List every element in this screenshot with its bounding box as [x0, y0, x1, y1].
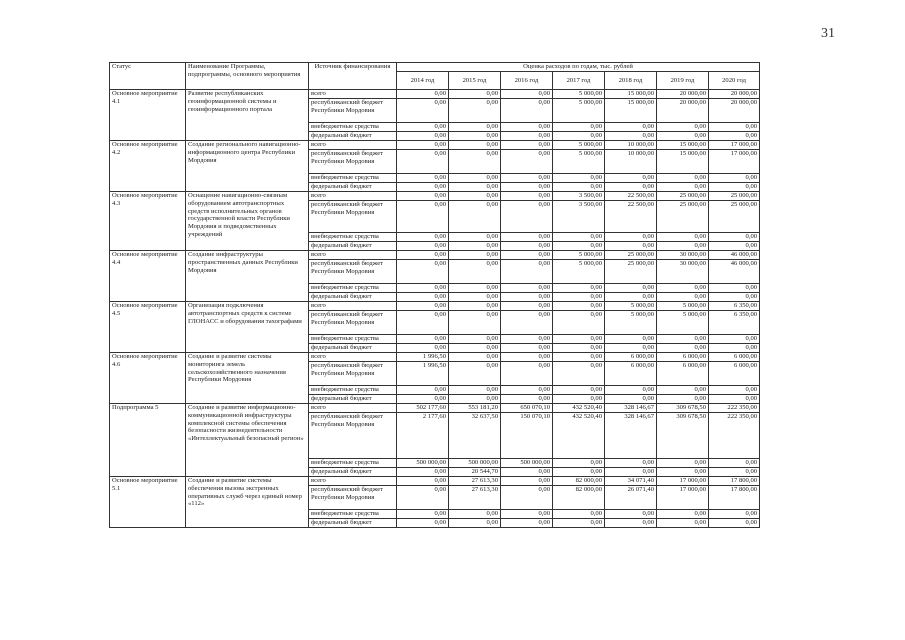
amount-cell: 10 000,00: [605, 141, 657, 150]
header-source: Источник финансирования: [309, 63, 397, 90]
amount-cell: 15 000,00: [657, 141, 709, 150]
amount-cell: 0,00: [449, 201, 501, 233]
amount-cell: 0,00: [397, 486, 449, 510]
amount-cell: 0,00: [501, 293, 553, 302]
program-name-cell: Развитие республиканских геоинформационной системы и геоинформационного портала: [186, 90, 309, 141]
amount-cell: 0,00: [449, 395, 501, 404]
amount-cell: 0,00: [605, 242, 657, 251]
program-name-cell: Создание и развитие системы обеспечения вызова экстренных оперативных служб через единый номер «112»: [186, 477, 309, 528]
amount-cell: 0,00: [605, 123, 657, 132]
amount-cell: 0,00: [605, 395, 657, 404]
amount-cell: 0,00: [397, 344, 449, 353]
amount-cell: 0,00: [553, 335, 605, 344]
amount-cell: 500 000,00: [501, 459, 553, 468]
amount-cell: 46 000,00: [709, 260, 760, 284]
header-status: Статус: [110, 63, 186, 90]
amount-cell: 0,00: [605, 468, 657, 477]
amount-cell: 0,00: [709, 293, 760, 302]
funding-source-cell: республиканский бюджет Республики Мордовия: [309, 260, 397, 284]
status-cell: Основное мероприятие 4.6: [110, 353, 186, 404]
amount-cell: 0,00: [449, 192, 501, 201]
amount-cell: 0,00: [449, 293, 501, 302]
amount-cell: 328 146,67: [605, 413, 657, 459]
amount-cell: 1 996,50: [397, 362, 449, 386]
funding-source-cell: всего: [309, 404, 397, 413]
amount-cell: 0,00: [397, 477, 449, 486]
amount-cell: 0,00: [449, 99, 501, 123]
amount-cell: 309 678,50: [657, 404, 709, 413]
amount-cell: 2 177,60: [397, 413, 449, 459]
amount-cell: 0,00: [709, 510, 760, 519]
amount-cell: 0,00: [501, 260, 553, 284]
funding-source-cell: внебюджетные средства: [309, 386, 397, 395]
table-row: [110, 192, 760, 201]
funding-source-cell: республиканский бюджет Республики Мордовия: [309, 311, 397, 335]
amount-cell: 500 000,00: [449, 459, 501, 468]
amount-cell: 0,00: [657, 510, 709, 519]
amount-cell: 20 000,00: [709, 90, 760, 99]
amount-cell: 0,00: [553, 242, 605, 251]
amount-cell: 82 000,00: [553, 477, 605, 486]
program-name-cell: Организация подключения автотранспортных средств к системе ГЛОНАСС и оборудования тахографами: [186, 302, 309, 353]
page-number: 31: [821, 26, 835, 41]
amount-cell: 0,00: [397, 150, 449, 174]
amount-cell: 0,00: [449, 141, 501, 150]
amount-cell: 0,00: [449, 344, 501, 353]
amount-cell: 5 000,00: [553, 251, 605, 260]
amount-cell: 0,00: [657, 335, 709, 344]
amount-cell: 0,00: [605, 293, 657, 302]
amount-cell: 0,00: [709, 395, 760, 404]
amount-cell: 20 000,00: [657, 90, 709, 99]
funding-source-cell: федеральный бюджет: [309, 183, 397, 192]
amount-cell: 0,00: [501, 90, 553, 99]
amount-cell: 0,00: [553, 459, 605, 468]
funding-source-cell: республиканский бюджет Республики Мордовия: [309, 150, 397, 174]
amount-cell: 6 000,00: [657, 362, 709, 386]
amount-cell: 0,00: [501, 150, 553, 174]
amount-cell: 20 000,00: [709, 99, 760, 123]
amount-cell: 6 350,00: [709, 302, 760, 311]
amount-cell: 0,00: [553, 284, 605, 293]
amount-cell: 0,00: [397, 174, 449, 183]
amount-cell: 25 000,00: [657, 201, 709, 233]
program-name-cell: Создание и развитие информационно-коммуникационной инфраструктуры комплексной системы обеспечения безопасности жизнедеятельности «Интеллектуальный безопасный регион»: [186, 404, 309, 477]
amount-cell: 0,00: [501, 362, 553, 386]
funding-source-cell: внебюджетные средства: [309, 123, 397, 132]
amount-cell: 20 544,70: [449, 468, 501, 477]
amount-cell: 6 000,00: [605, 353, 657, 362]
amount-cell: 17 000,00: [709, 141, 760, 150]
amount-cell: 150 070,10: [501, 413, 553, 459]
amount-cell: 0,00: [449, 233, 501, 242]
amount-cell: 0,00: [553, 183, 605, 192]
amount-cell: 17 000,00: [657, 486, 709, 510]
amount-cell: 0,00: [449, 519, 501, 528]
amount-cell: 0,00: [397, 183, 449, 192]
amount-cell: 0,00: [449, 251, 501, 260]
amount-cell: 0,00: [657, 183, 709, 192]
amount-cell: 0,00: [553, 174, 605, 183]
header-year: 2015 год: [449, 72, 501, 90]
status-cell: Основное мероприятие 4.5: [110, 302, 186, 353]
amount-cell: 0,00: [449, 335, 501, 344]
funding-source-cell: федеральный бюджет: [309, 242, 397, 251]
amount-cell: 0,00: [501, 486, 553, 510]
amount-cell: 0,00: [397, 468, 449, 477]
status-cell: Основное мероприятие 4.2: [110, 141, 186, 192]
amount-cell: 0,00: [449, 174, 501, 183]
amount-cell: 0,00: [605, 132, 657, 141]
amount-cell: 0,00: [605, 233, 657, 242]
amount-cell: 500 000,00: [397, 459, 449, 468]
amount-cell: 0,00: [397, 90, 449, 99]
funding-source-cell: республиканский бюджет Республики Мордовия: [309, 362, 397, 386]
amount-cell: 5 000,00: [553, 260, 605, 284]
amount-cell: 0,00: [501, 192, 553, 201]
funding-source-cell: внебюджетные средства: [309, 284, 397, 293]
amount-cell: 0,00: [501, 510, 553, 519]
funding-source-cell: федеральный бюджет: [309, 395, 397, 404]
status-cell: Основное мероприятие 4.1: [110, 90, 186, 141]
funding-source-cell: всего: [309, 353, 397, 362]
amount-cell: 0,00: [605, 344, 657, 353]
amount-cell: 27 613,30: [449, 477, 501, 486]
header-name: Наименование Программы, подпрограммы, основного мероприятия: [186, 63, 309, 90]
amount-cell: 0,00: [709, 459, 760, 468]
amount-cell: 5 000,00: [605, 311, 657, 335]
header-year: 2019 год: [657, 72, 709, 90]
amount-cell: 0,00: [501, 201, 553, 233]
amount-cell: 0,00: [397, 311, 449, 335]
amount-cell: 3 500,00: [553, 192, 605, 201]
amount-cell: 26 071,40: [605, 486, 657, 510]
amount-cell: 0,00: [449, 132, 501, 141]
funding-source-cell: республиканский бюджет Республики Мордовия: [309, 486, 397, 510]
amount-cell: 30 000,00: [657, 260, 709, 284]
amount-cell: 0,00: [709, 519, 760, 528]
amount-cell: 0,00: [605, 386, 657, 395]
amount-cell: 0,00: [605, 335, 657, 344]
funding-source-cell: внебюджетные средства: [309, 174, 397, 183]
amount-cell: 0,00: [501, 284, 553, 293]
amount-cell: 0,00: [657, 459, 709, 468]
status-cell: Основное мероприятие 4.3: [110, 192, 186, 251]
amount-cell: 0,00: [397, 99, 449, 123]
amount-cell: 0,00: [709, 344, 760, 353]
amount-cell: 6 000,00: [709, 362, 760, 386]
funding-source-cell: всего: [309, 477, 397, 486]
amount-cell: 0,00: [397, 132, 449, 141]
amount-cell: 0,00: [449, 90, 501, 99]
amount-cell: 20 000,00: [657, 99, 709, 123]
amount-cell: 15 000,00: [605, 90, 657, 99]
amount-cell: 502 177,60: [397, 404, 449, 413]
amount-cell: 0,00: [397, 201, 449, 233]
funding-source-cell: всего: [309, 251, 397, 260]
header-estimate: Оценка расходов по годам, тыс. рублей: [397, 63, 760, 72]
amount-cell: 17 000,00: [657, 477, 709, 486]
amount-cell: 0,00: [397, 242, 449, 251]
funding-source-cell: федеральный бюджет: [309, 293, 397, 302]
amount-cell: 0,00: [553, 123, 605, 132]
document-body: [109, 62, 759, 528]
amount-cell: 0,00: [449, 510, 501, 519]
amount-cell: 0,00: [397, 395, 449, 404]
amount-cell: 0,00: [657, 293, 709, 302]
amount-cell: 0,00: [657, 132, 709, 141]
amount-cell: 30 000,00: [657, 251, 709, 260]
amount-cell: 6 350,00: [709, 311, 760, 335]
amount-cell: 10 000,00: [605, 150, 657, 174]
amount-cell: 0,00: [553, 311, 605, 335]
program-name-cell: Создание и развитие системы мониторинга земель сельскохозяйственного назначения Республики Мордовия: [186, 353, 309, 404]
amount-cell: 25 000,00: [657, 192, 709, 201]
amount-cell: 0,00: [605, 284, 657, 293]
amount-cell: 0,00: [605, 183, 657, 192]
funding-source-cell: федеральный бюджет: [309, 519, 397, 528]
amount-cell: 432 520,40: [553, 404, 605, 413]
table-row: [110, 90, 760, 99]
amount-cell: 25 000,00: [605, 260, 657, 284]
amount-cell: 0,00: [553, 468, 605, 477]
budget-table: [109, 62, 760, 528]
amount-cell: 5 000,00: [553, 90, 605, 99]
amount-cell: 0,00: [397, 284, 449, 293]
amount-cell: 0,00: [709, 386, 760, 395]
amount-cell: 25 000,00: [709, 192, 760, 201]
funding-source-cell: федеральный бюджет: [309, 344, 397, 353]
program-name-cell: Создание регионального навигационно-информационного центра Республики Мордовия: [186, 141, 309, 192]
table-row: [110, 141, 760, 150]
amount-cell: 0,00: [605, 519, 657, 528]
amount-cell: 0,00: [553, 395, 605, 404]
amount-cell: 0,00: [501, 174, 553, 183]
amount-cell: 0,00: [449, 123, 501, 132]
amount-cell: 32 637,50: [449, 413, 501, 459]
funding-source-cell: внебюджетные средства: [309, 510, 397, 519]
amount-cell: 0,00: [605, 459, 657, 468]
funding-source-cell: федеральный бюджет: [309, 468, 397, 477]
amount-cell: 0,00: [501, 311, 553, 335]
amount-cell: 34 071,40: [605, 477, 657, 486]
amount-cell: 5 000,00: [553, 99, 605, 123]
amount-cell: 15 000,00: [605, 99, 657, 123]
amount-cell: 0,00: [501, 302, 553, 311]
amount-cell: 0,00: [657, 519, 709, 528]
amount-cell: 0,00: [397, 251, 449, 260]
table-row: [110, 302, 760, 311]
funding-source-cell: внебюджетные средства: [309, 459, 397, 468]
table-row: [110, 251, 760, 260]
amount-cell: 82 000,00: [553, 486, 605, 510]
amount-cell: 0,00: [501, 353, 553, 362]
amount-cell: 0,00: [553, 132, 605, 141]
amount-cell: 0,00: [501, 233, 553, 242]
amount-cell: 0,00: [449, 353, 501, 362]
header-year: 2016 год: [501, 72, 553, 90]
amount-cell: 0,00: [501, 477, 553, 486]
amount-cell: 0,00: [553, 293, 605, 302]
amount-cell: 0,00: [397, 335, 449, 344]
amount-cell: 0,00: [449, 150, 501, 174]
amount-cell: 0,00: [397, 123, 449, 132]
funding-source-cell: республиканский бюджет Республики Мордовия: [309, 99, 397, 123]
amount-cell: 0,00: [709, 284, 760, 293]
amount-cell: 0,00: [657, 174, 709, 183]
amount-cell: 432 520,40: [553, 413, 605, 459]
status-cell: Подпрограмма 5: [110, 404, 186, 477]
amount-cell: 22 500,00: [605, 201, 657, 233]
amount-cell: 27 613,30: [449, 486, 501, 510]
amount-cell: 5 000,00: [657, 311, 709, 335]
amount-cell: 0,00: [397, 386, 449, 395]
amount-cell: 0,00: [449, 362, 501, 386]
status-cell: Основное мероприятие 4.4: [110, 251, 186, 302]
amount-cell: 0,00: [501, 99, 553, 123]
amount-cell: 25 000,00: [605, 251, 657, 260]
amount-cell: 650 070,10: [501, 404, 553, 413]
amount-cell: 0,00: [553, 344, 605, 353]
amount-cell: 6 000,00: [657, 353, 709, 362]
amount-cell: 0,00: [657, 242, 709, 251]
table-row: [110, 404, 760, 413]
amount-cell: 0,00: [501, 395, 553, 404]
amount-cell: 3 500,00: [553, 201, 605, 233]
amount-cell: 0,00: [501, 183, 553, 192]
funding-source-cell: всего: [309, 90, 397, 99]
amount-cell: 0,00: [449, 242, 501, 251]
amount-cell: 0,00: [553, 510, 605, 519]
amount-cell: 309 678,50: [657, 413, 709, 459]
amount-cell: 0,00: [553, 362, 605, 386]
amount-cell: 0,00: [553, 353, 605, 362]
amount-cell: 0,00: [709, 123, 760, 132]
header-year: 2017 год: [553, 72, 605, 90]
funding-source-cell: республиканский бюджет Республики Мордовия: [309, 201, 397, 233]
funding-source-cell: федеральный бюджет: [309, 132, 397, 141]
amount-cell: 0,00: [709, 233, 760, 242]
amount-cell: 0,00: [501, 335, 553, 344]
amount-cell: 0,00: [501, 123, 553, 132]
amount-cell: 0,00: [449, 284, 501, 293]
funding-source-cell: внебюджетные средства: [309, 335, 397, 344]
header-year: 2014 год: [397, 72, 449, 90]
amount-cell: 0,00: [501, 519, 553, 528]
table-row: [110, 353, 760, 362]
amount-cell: 0,00: [397, 302, 449, 311]
amount-cell: 0,00: [709, 183, 760, 192]
amount-cell: 0,00: [397, 293, 449, 302]
amount-cell: 0,00: [449, 302, 501, 311]
program-name-cell: Создание инфраструктуры пространственных данных Республики Мордовия: [186, 251, 309, 302]
amount-cell: 0,00: [501, 141, 553, 150]
amount-cell: 0,00: [449, 183, 501, 192]
amount-cell: 0,00: [657, 386, 709, 395]
amount-cell: 0,00: [605, 510, 657, 519]
amount-cell: 0,00: [397, 519, 449, 528]
amount-cell: 0,00: [449, 260, 501, 284]
amount-cell: 0,00: [553, 233, 605, 242]
amount-cell: 0,00: [709, 174, 760, 183]
amount-cell: 17 800,00: [709, 477, 760, 486]
amount-cell: 5 000,00: [553, 141, 605, 150]
amount-cell: 22 500,00: [605, 192, 657, 201]
funding-source-cell: внебюджетные средства: [309, 233, 397, 242]
amount-cell: 17 000,00: [709, 150, 760, 174]
amount-cell: 0,00: [501, 468, 553, 477]
amount-cell: 5 000,00: [553, 150, 605, 174]
amount-cell: 0,00: [657, 233, 709, 242]
amount-cell: 0,00: [657, 123, 709, 132]
funding-source-cell: республиканский бюджет Республики Мордовия: [309, 413, 397, 459]
amount-cell: 0,00: [709, 468, 760, 477]
amount-cell: 0,00: [501, 132, 553, 141]
amount-cell: 0,00: [397, 141, 449, 150]
header-year: 2020 год: [709, 72, 760, 90]
amount-cell: 0,00: [397, 192, 449, 201]
amount-cell: 0,00: [657, 344, 709, 353]
amount-cell: 0,00: [449, 311, 501, 335]
amount-cell: 0,00: [657, 284, 709, 293]
status-cell: Основное мероприятие 5.1: [110, 477, 186, 528]
amount-cell: 0,00: [553, 519, 605, 528]
funding-source-cell: всего: [309, 302, 397, 311]
amount-cell: 0,00: [605, 174, 657, 183]
amount-cell: 17 800,00: [709, 486, 760, 510]
amount-cell: 553 181,20: [449, 404, 501, 413]
amount-cell: 222 350,00: [709, 404, 760, 413]
table-body: [110, 90, 760, 528]
amount-cell: 25 000,00: [709, 201, 760, 233]
amount-cell: 0,00: [709, 242, 760, 251]
table-row: [110, 477, 760, 486]
amount-cell: 5 000,00: [605, 302, 657, 311]
amount-cell: 1 996,50: [397, 353, 449, 362]
amount-cell: 46 000,00: [709, 251, 760, 260]
amount-cell: 222 350,00: [709, 413, 760, 459]
amount-cell: 15 000,00: [657, 150, 709, 174]
amount-cell: 0,00: [657, 468, 709, 477]
amount-cell: 0,00: [709, 132, 760, 141]
amount-cell: 0,00: [501, 242, 553, 251]
amount-cell: 0,00: [397, 260, 449, 284]
amount-cell: 6 000,00: [605, 362, 657, 386]
amount-cell: 0,00: [501, 251, 553, 260]
amount-cell: 0,00: [709, 335, 760, 344]
amount-cell: 0,00: [501, 344, 553, 353]
amount-cell: 0,00: [501, 386, 553, 395]
amount-cell: 0,00: [397, 233, 449, 242]
amount-cell: 0,00: [449, 386, 501, 395]
amount-cell: 0,00: [553, 302, 605, 311]
funding-source-cell: всего: [309, 192, 397, 201]
amount-cell: 0,00: [657, 395, 709, 404]
program-name-cell: Оснащение навигационно-связным оборудованием автотранспортных средств исполнительных органов государственной власти Республики Мордовия и подведомственных учреждений: [186, 192, 309, 251]
amount-cell: 6 000,00: [709, 353, 760, 362]
amount-cell: 0,00: [553, 386, 605, 395]
funding-source-cell: всего: [309, 141, 397, 150]
amount-cell: 5 000,00: [657, 302, 709, 311]
header-year: 2018 год: [605, 72, 657, 90]
amount-cell: 0,00: [397, 510, 449, 519]
amount-cell: 328 146,67: [605, 404, 657, 413]
